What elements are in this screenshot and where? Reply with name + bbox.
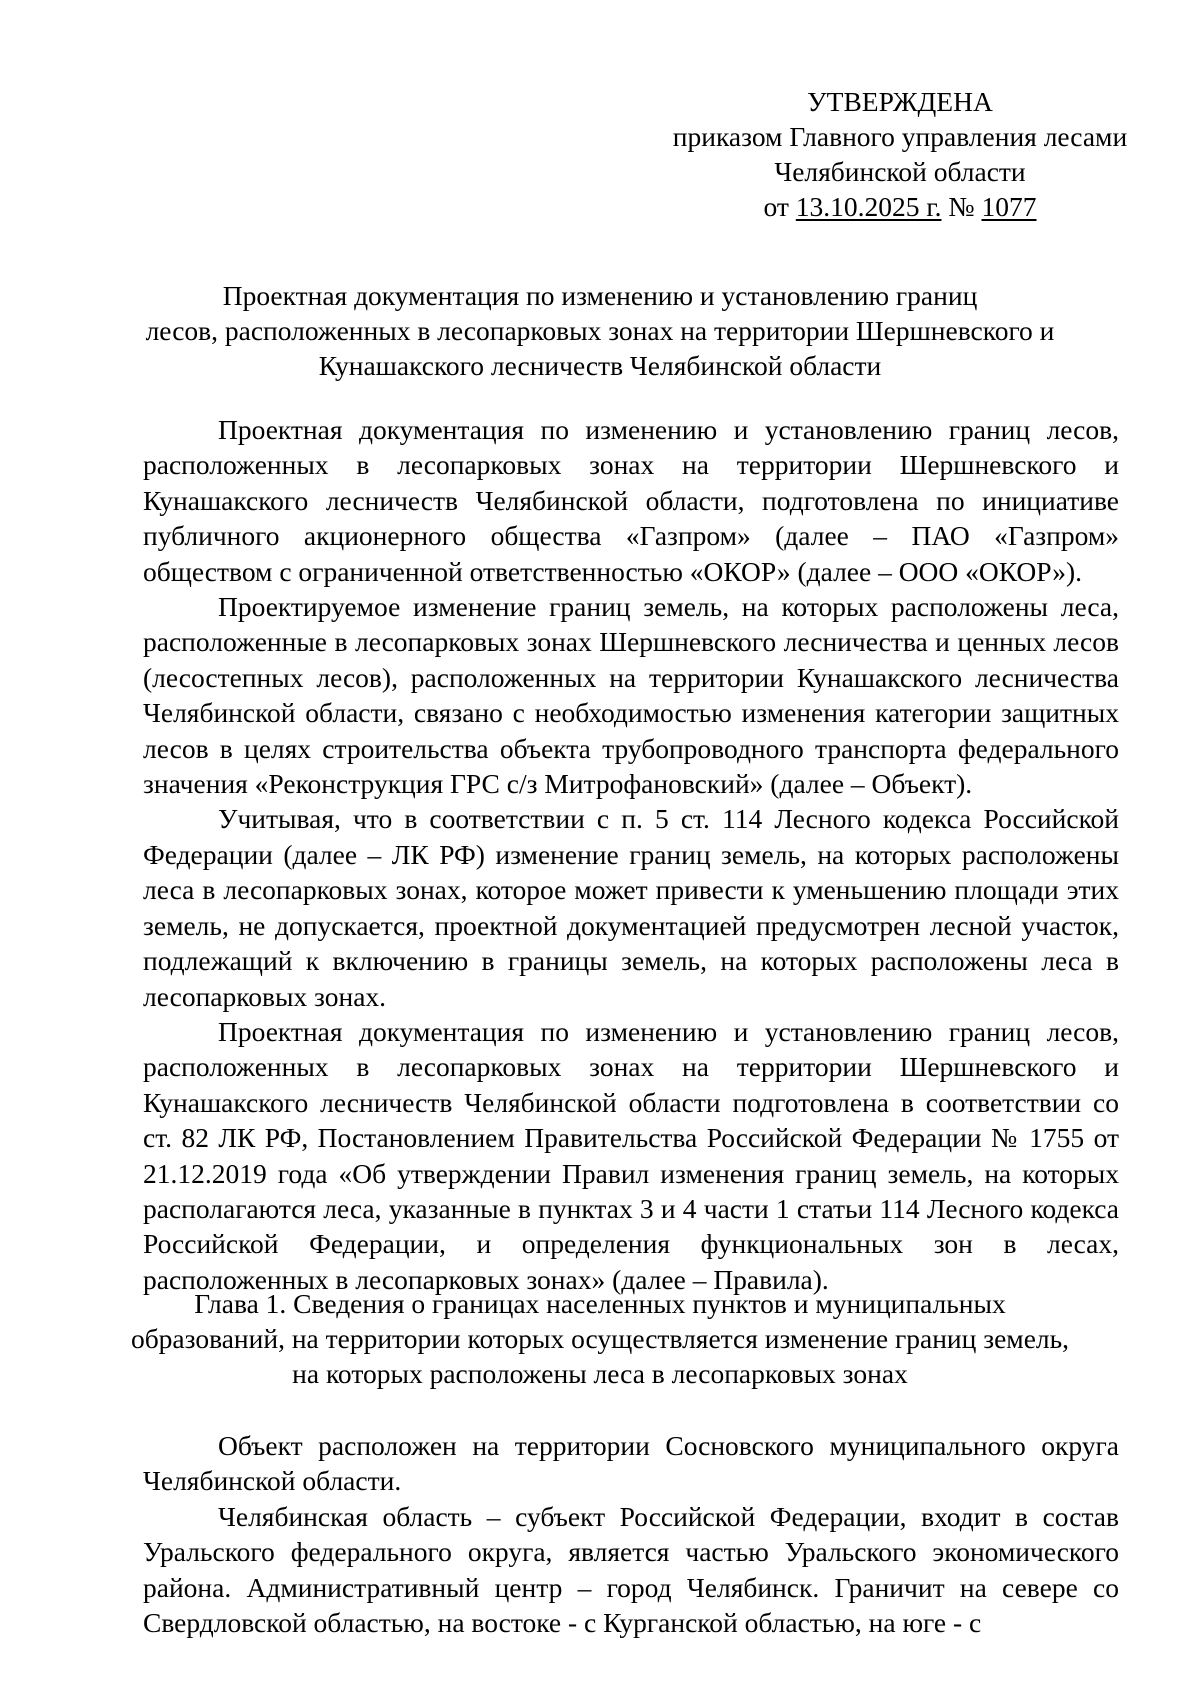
- intro-section: [143, 412, 1119, 1297]
- paragraph: Учитывая, что в соответствии с п. 5 ст. 114 Лесного кодекса Российской Федерации (далее – ЛК РФ) изменение границ земель, на которых расположены леса в лесопарковых зонах, которое может привести к уменьшению площади этих земель, не допускается, проектной документацией предусмотрен лесной участок, подлежащий к включению в границы земель, на которых расположены леса в лесопарковых зонах.: [143, 803, 1119, 1012]
- approval-stamp: [640, 84, 1160, 224]
- title-line-1: Проектная документация по изменению и установлению границ: [222, 280, 978, 311]
- chapter-1-section: [143, 1428, 1119, 1640]
- chapter-line-3: на которых расположены леса в лесопарковых зонах: [292, 1358, 908, 1389]
- paragraph: Проектируемое изменение границ земель, на которых расположены леса, расположенные в лесопарковых зонах Шершневского лесничества и ценных лесов (лесостепных лесов), расположенных на территории Кунашакского лесничества Челябинской области, связано с необходимостью изменения категории защитных лесов в целях строительства объекта трубопроводного транспорта федерального значения «Реконструкция ГРС с/з Митрофановский» (далее – Объект).: [143, 591, 1119, 800]
- approval-date-line: [640, 189, 1160, 224]
- chapter-line-1: Глава 1. Сведения о границах населенных пунктов и муниципальных: [194, 1288, 1006, 1319]
- approval-date-prefix: от: [763, 191, 789, 222]
- approval-date: 13.10.2025 г.: [795, 191, 942, 222]
- chapter-heading: [120, 1286, 1080, 1391]
- approval-heading: УТВЕРЖДЕНА: [807, 86, 993, 117]
- paragraph: Объект расположен на территории Сосновского муниципального округа Челябинской области.: [143, 1430, 1119, 1497]
- title-line-2: лесов, расположенных в лесопарковых зонах на территории Шершневского и: [145, 315, 1055, 346]
- paragraph: Челябинская область – субъект Российской Федерации, входит в состав Уральского федерального округа, является частью Уральского экономического района. Административный центр – город Челябинск. Граничит на севере со Свердловской областью, на востоке - с Курганской областью, на юге - с: [143, 1500, 1119, 1639]
- approval-number-prefix: №: [948, 191, 975, 222]
- paragraph: Проектная документация по изменению и установлению границ лесов, расположенных в лесопарковых зонах на территории Шершневского и Кунашакского лесничеств Челябинской области, подготовлена по инициативе публичного акционерного общества «Газпром» (далее – ПАО «Газпром» обществом с ограниченной ответственностью «ОКОР» (далее – ООО «ОКОР»).: [143, 414, 1119, 587]
- paragraph: Проектная документация по изменению и установлению границ лесов, расположенных в лесопарковых зонах на территории Шершневского и Кунашакского лесничеств Челябинской области подготовлена в соответствии со ст. 82 ЛК РФ, Постановлением Правительства Российской Федерации № 1755 от 21.12.2019 года «Об утверждении Правил изменения границ земель, на которых располагаются леса, указанные в пунктах 3 и 4 части 1 статьи 114 Лесного кодекса Российской Федерации, и определения функциональных зон в лесах, расположенных в лесопарковых зонах» (далее – Правила).: [143, 1015, 1119, 1295]
- document-title: [120, 278, 1080, 383]
- title-line-3: Кунашакского лесничеств Челябинской области: [318, 350, 882, 381]
- chapter-line-2: образований, на территории которых осуществляется изменение границ земель,: [130, 1323, 1070, 1354]
- approval-region-line: Челябинской области: [774, 156, 1026, 187]
- approval-order-line: приказом Главного управления лесами: [672, 121, 1128, 152]
- approval-number: 1077: [981, 191, 1037, 222]
